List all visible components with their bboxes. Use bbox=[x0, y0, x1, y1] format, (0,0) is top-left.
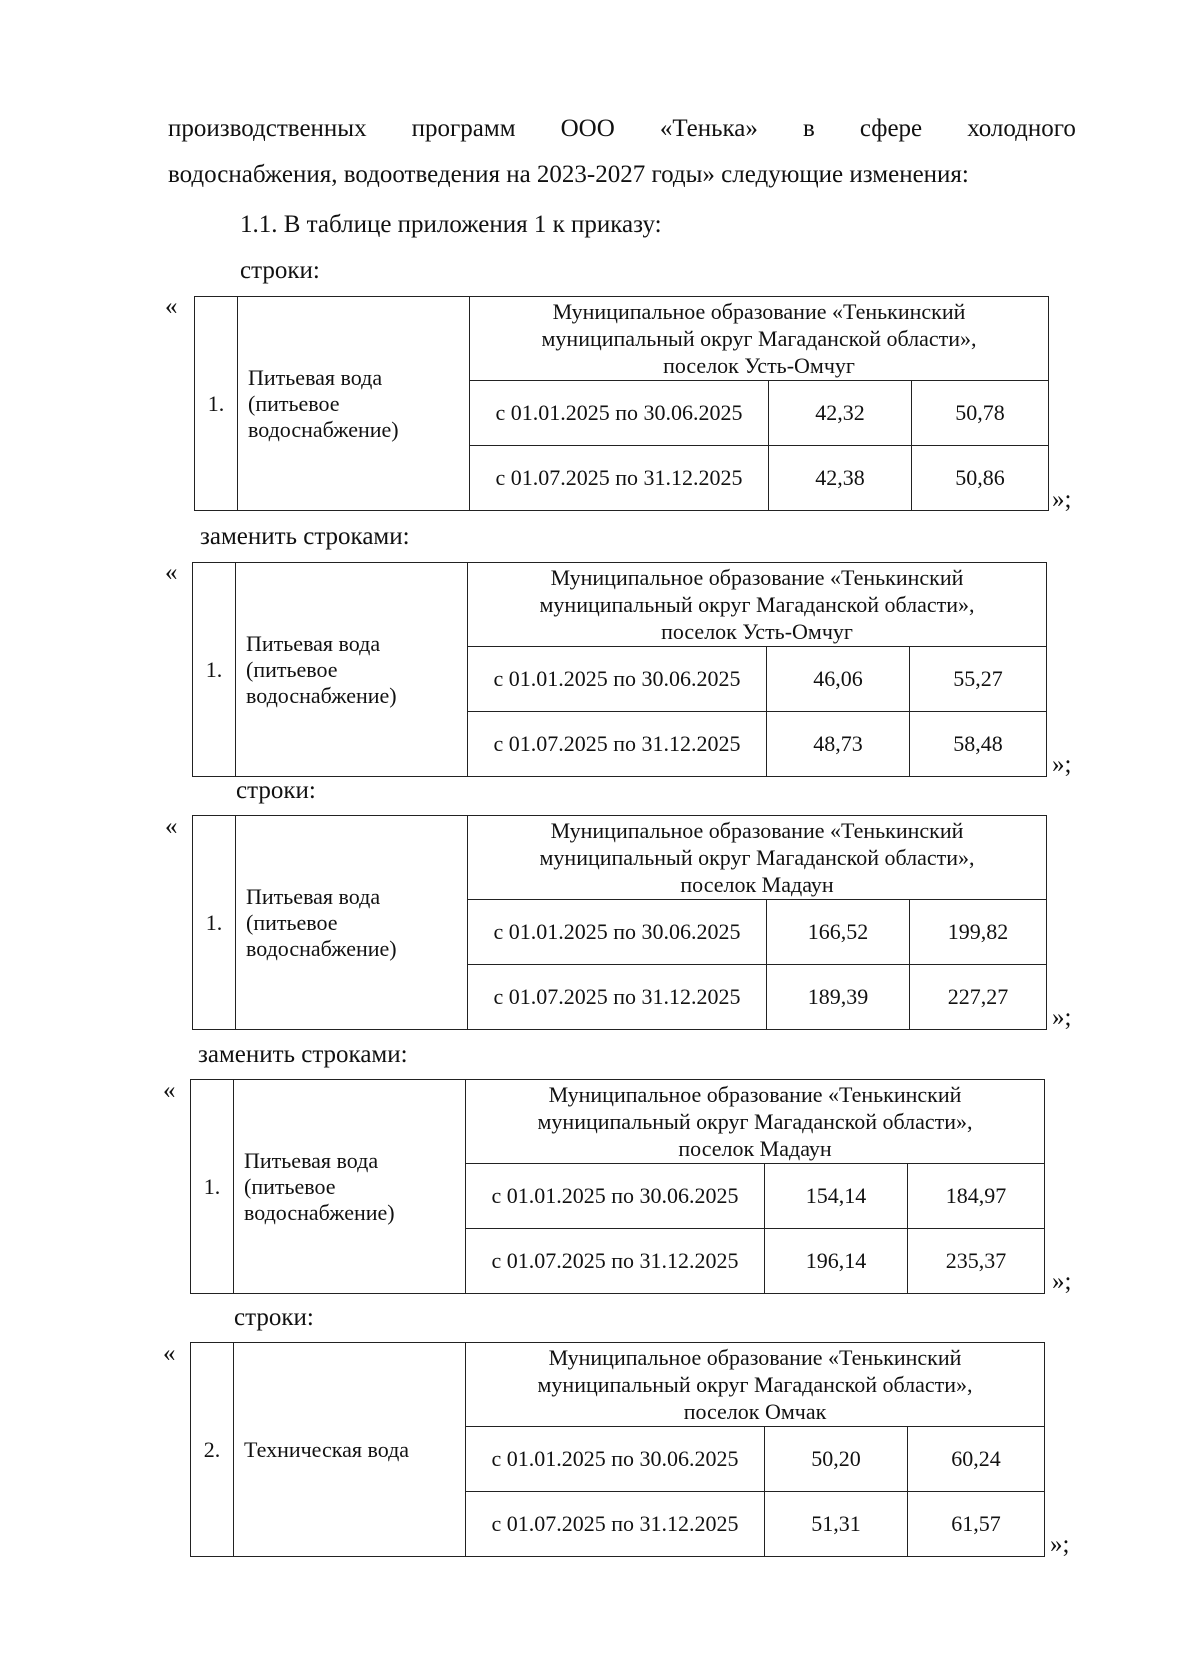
period-cell: с 01.01.2025 по 30.06.2025 bbox=[470, 381, 769, 446]
municipality-line: поселок Усть-Омчуг bbox=[663, 353, 855, 378]
value-cell-vat: 55,27 bbox=[910, 647, 1047, 712]
value-cell-vat: 235,37 bbox=[908, 1229, 1045, 1294]
tariff-table bbox=[190, 1079, 1045, 1294]
period-cell: с 01.01.2025 по 30.06.2025 bbox=[468, 900, 767, 965]
value-cell-vat: 58,48 bbox=[910, 712, 1047, 777]
row-number: 1. bbox=[191, 1080, 234, 1294]
closing-quote: »; bbox=[1052, 751, 1072, 778]
value-cell: 46,06 bbox=[767, 647, 910, 712]
block-label: строки: bbox=[236, 777, 316, 804]
value-cell-vat: 227,27 bbox=[910, 965, 1047, 1030]
value-cell: 196,14 bbox=[765, 1229, 908, 1294]
period-cell: с 01.07.2025 по 31.12.2025 bbox=[468, 965, 767, 1030]
intro-word: в bbox=[802, 115, 815, 142]
service-name-line: (питьевое bbox=[246, 656, 338, 682]
period-cell: с 01.07.2025 по 31.12.2025 bbox=[466, 1229, 765, 1294]
intro-word: программ bbox=[411, 115, 516, 142]
value-cell: 189,39 bbox=[767, 965, 910, 1030]
municipality-line: Муниципальное образование «Тенькинский bbox=[550, 818, 964, 843]
value-cell: 154,14 bbox=[765, 1164, 908, 1229]
intro-word: «Тенька» bbox=[659, 115, 758, 142]
service-name-line: (питьевое bbox=[244, 1173, 336, 1199]
opening-quote: « bbox=[163, 1340, 176, 1367]
municipality-line: поселок Мадаун bbox=[678, 1136, 832, 1161]
service-name bbox=[234, 1080, 466, 1294]
value-cell-vat: 50,86 bbox=[912, 446, 1049, 511]
block-label: заменить строками: bbox=[200, 523, 410, 550]
municipality-line: Муниципальное образование «Тенькинский bbox=[548, 1082, 962, 1107]
intro-word: производственных bbox=[168, 115, 367, 142]
municipality-header bbox=[468, 563, 1047, 647]
intro-line-2: водоснабжения, водоотведения на 2023-2027 годы» следующие изменения: bbox=[168, 161, 969, 188]
value-cell-vat: 50,78 bbox=[912, 381, 1049, 446]
municipality-line: муниципальный округ Магаданской области», bbox=[539, 592, 975, 617]
municipality-line: Муниципальное образование «Тенькинский bbox=[552, 299, 966, 324]
municipality-line: Муниципальное образование «Тенькинский bbox=[550, 565, 964, 590]
service-name-line: водоснабжение) bbox=[244, 1199, 395, 1225]
service-name-line: Питьевая вода bbox=[246, 883, 381, 909]
value-cell: 50,20 bbox=[765, 1427, 908, 1492]
intro-line-1 bbox=[168, 114, 1076, 144]
value-cell: 42,38 bbox=[769, 446, 912, 511]
municipality-header bbox=[468, 816, 1047, 900]
closing-quote: »; bbox=[1050, 1531, 1070, 1558]
tariff-table bbox=[192, 562, 1047, 777]
value-cell-vat: 184,97 bbox=[908, 1164, 1045, 1229]
intro-line-3: 1.1. В таблице приложения 1 к приказу: bbox=[240, 211, 662, 238]
municipality-line: муниципальный округ Магаданской области», bbox=[541, 326, 977, 351]
municipality-header bbox=[466, 1080, 1045, 1164]
municipality-line: муниципальный округ Магаданской области», bbox=[537, 1372, 973, 1397]
value-cell-vat: 61,57 bbox=[908, 1492, 1045, 1557]
service-name-line: Питьевая вода bbox=[246, 630, 381, 656]
municipality-header bbox=[466, 1343, 1045, 1427]
period-cell: с 01.07.2025 по 31.12.2025 bbox=[466, 1492, 765, 1557]
service-name-line: Питьевая вода bbox=[248, 364, 383, 390]
block-label: строки: bbox=[234, 1304, 314, 1331]
service-name bbox=[236, 563, 468, 777]
period-cell: с 01.01.2025 по 30.06.2025 bbox=[466, 1427, 765, 1492]
closing-quote: »; bbox=[1052, 1268, 1072, 1295]
closing-quote: »; bbox=[1052, 486, 1072, 513]
service-name bbox=[238, 297, 470, 511]
closing-quote: »; bbox=[1052, 1004, 1072, 1031]
period-cell: с 01.07.2025 по 31.12.2025 bbox=[470, 446, 769, 511]
municipality-line: поселок Усть-Омчуг bbox=[661, 619, 853, 644]
row-number: 1. bbox=[195, 297, 238, 511]
block-label: строки: bbox=[240, 257, 320, 284]
row-number: 1. bbox=[193, 816, 236, 1030]
opening-quote: « bbox=[163, 1077, 176, 1104]
opening-quote: « bbox=[165, 813, 178, 840]
service-name bbox=[234, 1343, 466, 1557]
tariff-table bbox=[194, 296, 1049, 511]
tariff-table bbox=[192, 815, 1047, 1030]
row-number: 2. bbox=[191, 1343, 234, 1557]
municipality-line: муниципальный округ Магаданской области», bbox=[537, 1109, 973, 1134]
municipality-line: поселок Омчак bbox=[683, 1399, 827, 1424]
service-name-line: водоснабжение) bbox=[246, 935, 397, 961]
period-cell: с 01.01.2025 по 30.06.2025 bbox=[468, 647, 767, 712]
value-cell-vat: 60,24 bbox=[908, 1427, 1045, 1492]
municipality-line: Муниципальное образование «Тенькинский bbox=[548, 1345, 962, 1370]
service-name-line: Питьевая вода bbox=[244, 1147, 379, 1173]
value-cell: 51,31 bbox=[765, 1492, 908, 1557]
block-label: заменить строками: bbox=[198, 1041, 408, 1068]
value-cell: 42,32 bbox=[769, 381, 912, 446]
period-cell: с 01.01.2025 по 30.06.2025 bbox=[466, 1164, 765, 1229]
tariff-table bbox=[190, 1342, 1045, 1557]
intro-word: ООО bbox=[560, 115, 615, 142]
service-name bbox=[236, 816, 468, 1030]
value-cell-vat: 199,82 bbox=[910, 900, 1047, 965]
row-number: 1. bbox=[193, 563, 236, 777]
municipality-line: поселок Мадаун bbox=[680, 872, 834, 897]
service-name-line: водоснабжение) bbox=[248, 416, 399, 442]
period-cell: с 01.07.2025 по 31.12.2025 bbox=[468, 712, 767, 777]
value-cell: 48,73 bbox=[767, 712, 910, 777]
intro-word: сфере bbox=[859, 115, 923, 142]
intro-word: холодного bbox=[967, 115, 1076, 142]
service-name-line: Техническая вода bbox=[244, 1436, 410, 1462]
opening-quote: « bbox=[165, 559, 178, 586]
service-name-line: водоснабжение) bbox=[246, 682, 397, 708]
municipality-line: муниципальный округ Магаданской области», bbox=[539, 845, 975, 870]
service-name-line: (питьевое bbox=[246, 909, 338, 935]
value-cell: 166,52 bbox=[767, 900, 910, 965]
opening-quote: « bbox=[165, 293, 178, 320]
service-name-line: (питьевое bbox=[248, 390, 340, 416]
municipality-header bbox=[470, 297, 1049, 381]
